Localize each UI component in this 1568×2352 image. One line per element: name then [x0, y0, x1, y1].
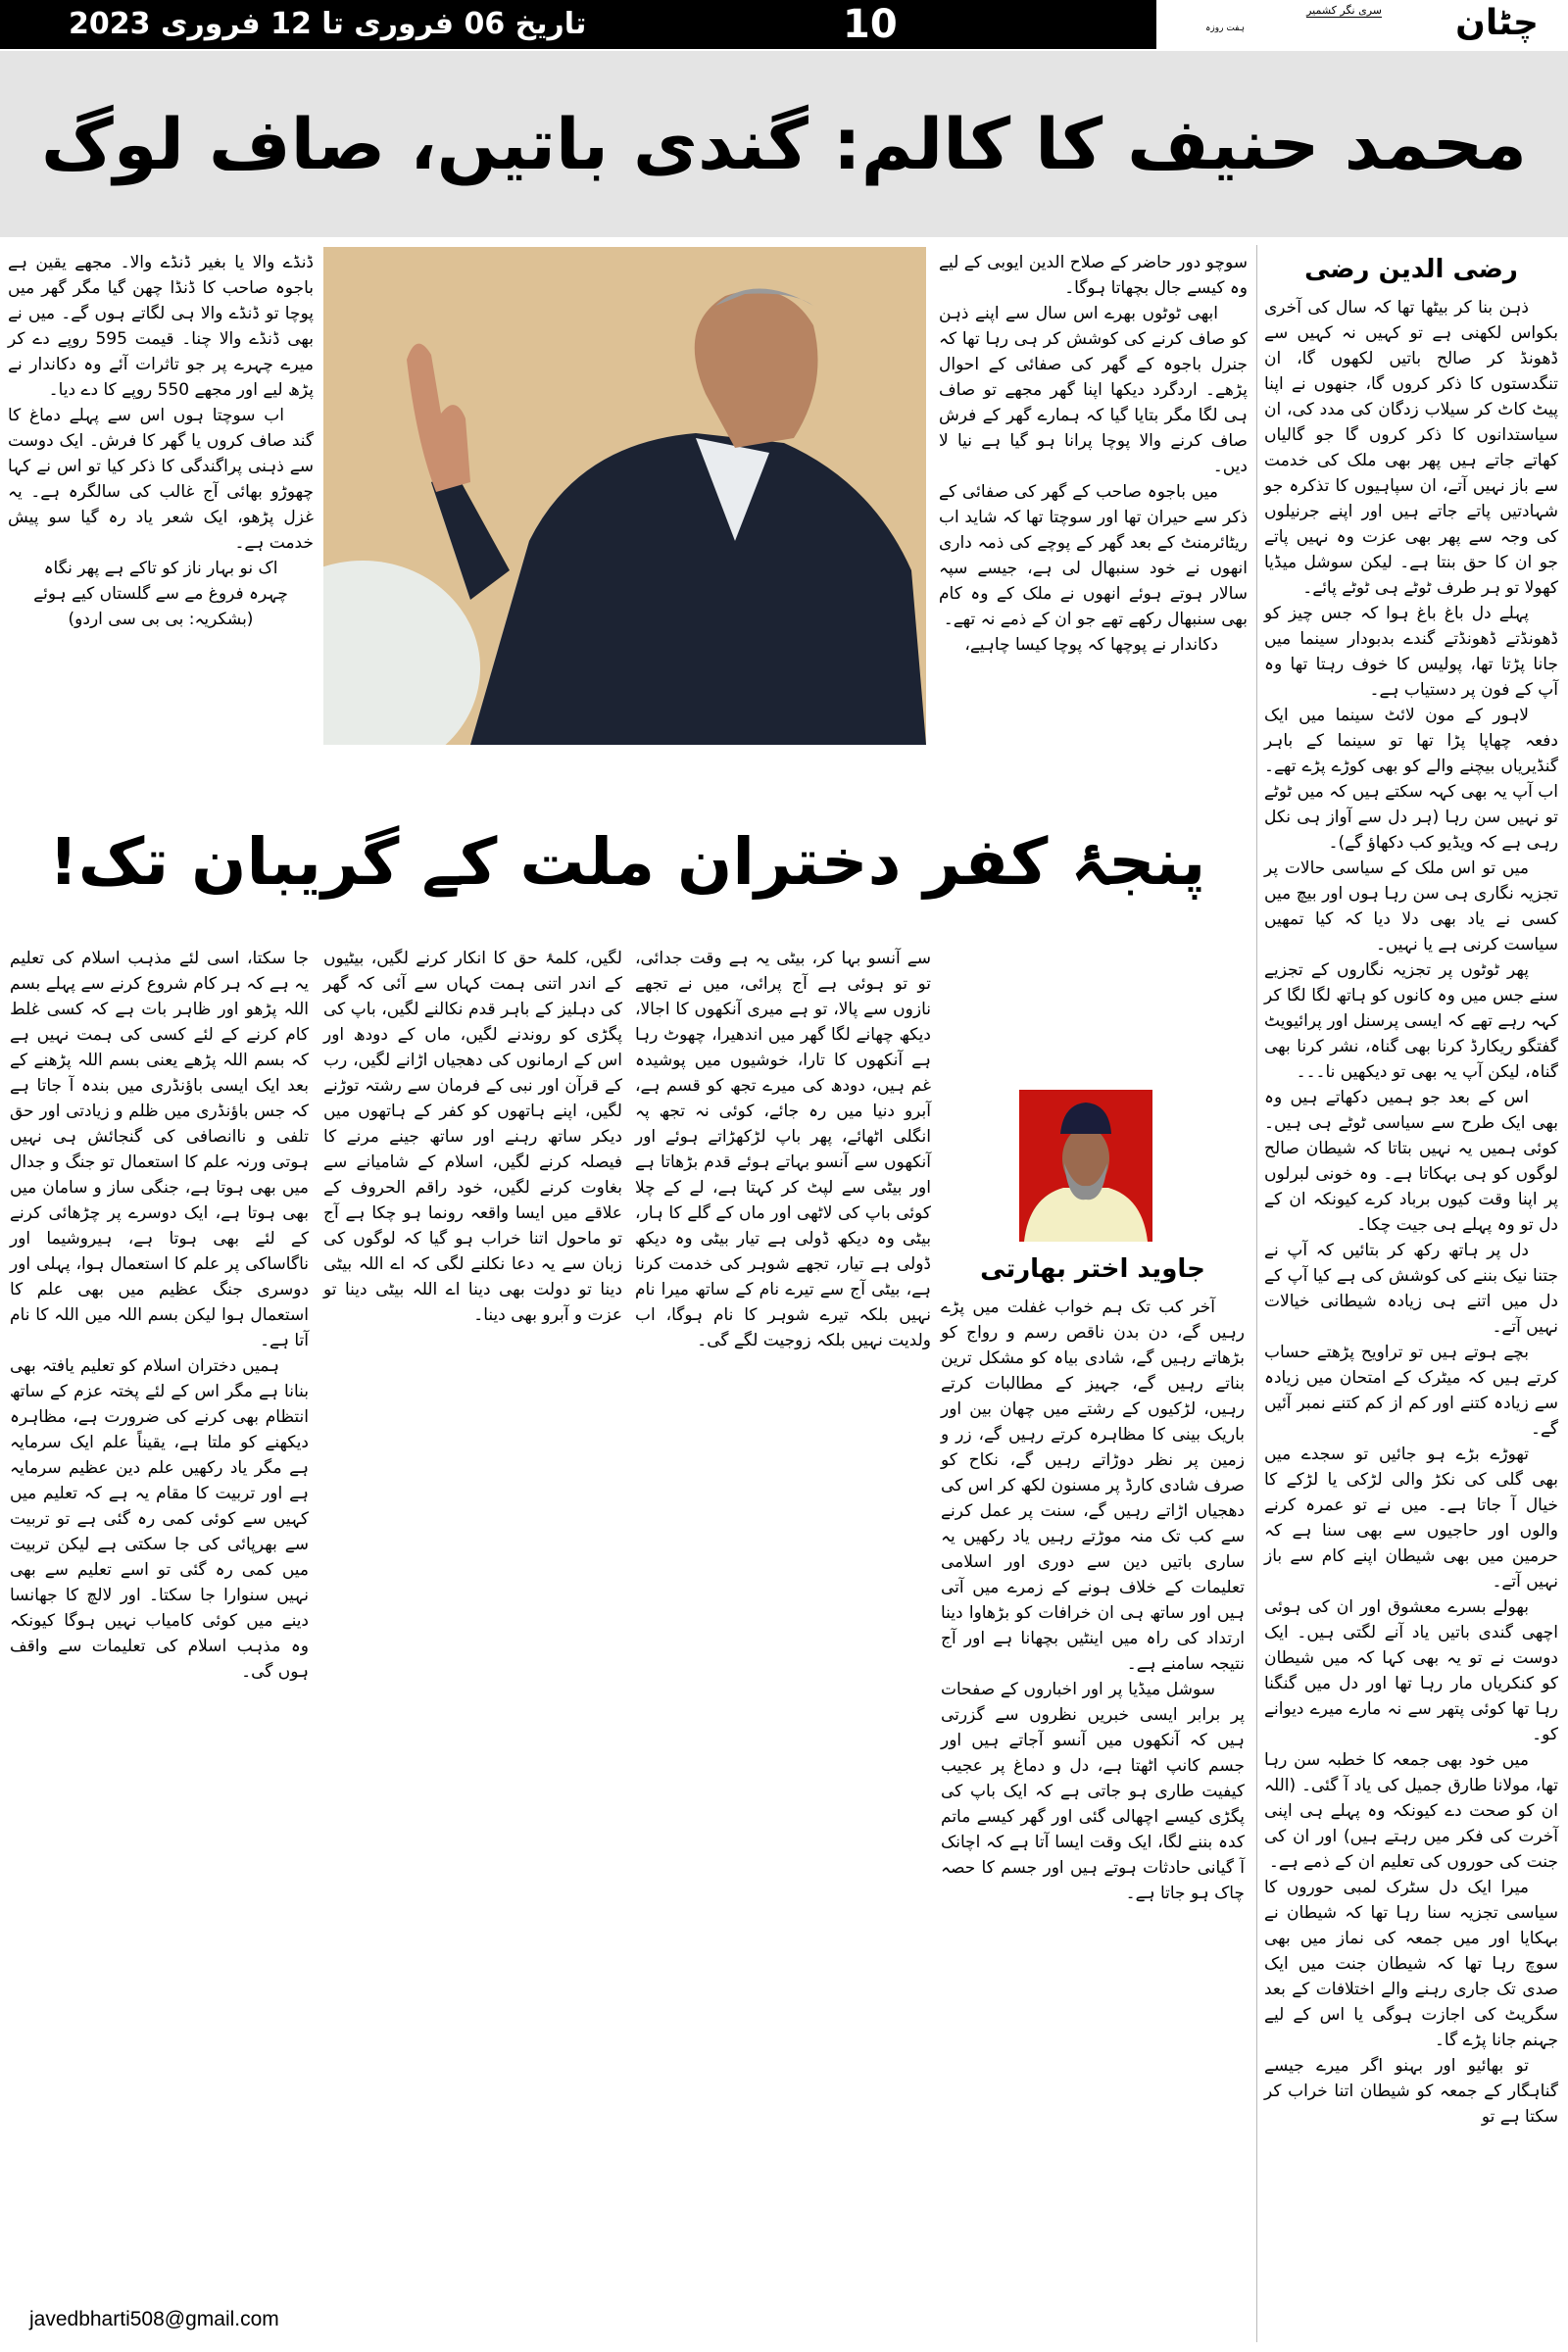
paragraph: اب سوچتا ہوں اس سے پہلے دماغ کا گند صاف کروں یا گھر کا فرش۔ ایک دوست سے ذہنی پراگندگی کا ذکر کیا تو اس نے کہا چھوڑو بھائی آج غالب کی سالگرہ ہے۔ یہ غزل پڑھو، ایک شعر یاد رہ گیا سو پیش خدمت ہے۔ — [8, 406, 314, 553]
column-divider — [1256, 245, 1257, 2342]
paragraph: سوچو دور حاضر کے صلاح الدین ایوبی کے لیے وہ کیسے جال بچھاتا ہوگا۔ — [939, 253, 1248, 298]
paragraph: بھولے بسرے معشوق اور ان کی ہوئی اچھی گندی باتیں یاد آنے لگتی ہیں۔ ایک دوست نے تو یہ بھی کہا کہ میں شیطان کو کنکریاں مار رہا تھا اور دل میں گنگنا رہا تھا کوئی پتھر سے نہ مارے میرے دیوانے کو۔ — [1264, 1597, 1558, 1744]
source-credit: (بشکریہ: بی بی سی اردو) — [68, 610, 254, 629]
poem-line: اک نو بہار ناز کو تاکے ہے پھر نگاہ — [43, 559, 278, 578]
paragraph: ذہن بنا کر بیٹھا تھا کہ سال کی آخری بکواس لکھنی ہے تو کہیں نہ کہیں سے ڈھونڈ کر صالح باتیں لکھوں گا، ان تنگدستوں کا ذکر کروں گا، جنھوں نے اپنا پیٹ کاٹ کر سیلاب زدگان کی مدد کی، ان سیاستدانوں کا ذکر کروں گا جو گالیاں کھاتے جاتے ہیں پھر بھی ملک کی خدمت سے باز نہیں آتے، ان سپاہیوں کا تذکرہ جو شہادتیں پاتے جاتے ہیں اور اپنے جرنیلوں کی وجہ سے پھر بھی عزت وہ نہیں پاتے جو ان کا حق بنتا ہے۔ لیکن سوشل میڈیا کھولا تو ہر طرف ٹوٹے ہی ٹوٹے پائے۔ — [1264, 298, 1558, 598]
paragraph: بچے ہوتے ہیں تو تراویح پڑھتے حساب کرتے ہیں کہ میٹرک کے امتحان میں زیادہ سے زیادہ کتنے اور کم از کم کتنے نمبر آئیں گے۔ — [1264, 1343, 1558, 1439]
logo-weekly: ہفت روزہ — [1205, 24, 1245, 33]
masthead-bar — [0, 0, 1568, 49]
paragraph: اس کے بعد جو ہمیں دکھاتے ہیں وہ بھی ایک طرح سے سیاسی ٹوٹے ہی ہیں۔ کوئی ہمیں یہ نہیں بتاتا کہ شیطان صالح لوگوں کو ہی بہکاتا ہے۔ وہ خونی لبرلوں پر اپنا وقت کیوں برباد کرے کیونکہ ان کے دل تو وہ پہلے ہی جیت چکا۔ — [1264, 1088, 1558, 1235]
article2-headline: پنجۂ کفر دختران ملت کے گریبان تک! — [48, 824, 1206, 900]
article1-headline: محمد حنیف کا کالم: گندی باتیں، صاف لوگ — [41, 103, 1527, 185]
paragraph: سے آنسو بہا کر، بیٹی یہ ہے وقت جدائی، تو تو ہوئی ہے آج پرائی، میں نے تجھے نازوں سے پالا، تو ہے میری آنکھوں کا اجالا، دیکھ چھانے لگا گھر میں اندھیرا، چھوٹ رہا ہے آنکھوں کا تارا، خوشیوں میں پوشیدہ غم ہیں، دودھ کی میرے تجھ کو قسم ہے، آبرو دنیا میں رہ جائے، کوئی نہ تجھ پہ انگلی اٹھائے، پھر باپ لڑکھڑاتے ہوئے اور آنکھوں سے آنسو بہاتے ہوئے قدم بڑھاتا ہے اور بیٹی سے لپٹ کر کہتا ہے، لے کے چلا کوئی باپ کی لاٹھی اور ماں کے گلے کا ہار، بیٹی وہ دیکھ ڈولی ہے تیار بیٹی وہ دیکھ ڈولی ہے تیار، تجھے شوہر کی خدمت کرنا ہے، بیٹی آج سے تیرے نام کے ساتھ میرا نام نہیں بلکہ تیرے شوہر کا نام ہوگا، اب ولدیت نہیں بلکہ زوجیت لگے گی۔ — [635, 949, 931, 1350]
page-number: 10 — [843, 2, 898, 47]
article2-column-2 — [635, 946, 931, 1353]
paragraph: لگیں، کلمۂ حق کا انکار کرنے لگیں، بیٹیوں کے اندر اتنی ہمت کہاں سے آئی کہ گھر کی دہلیز کے باہر قدم نکالنے لگیں، باپ کی پگڑی کو روندنے لگیں، ماں کے دودھ اور اس کے ارمانوں کی دھجیاں اڑانے لگیں، رب کے قرآن اور نبی کے فرمان سے رشتہ توڑنے لگیں، اپنے ہاتھوں کو کفر کے ہاتھوں میں دیکر ساتھ رہنے اور ساتھ جینے مرنے کا فیصلہ کرنے لگیں، اسلام کے شامیانے سے بغاوت کرنے لگیں، خود راقم الحروف کے علاقے میں ایسا واقعہ رونما ہو چکا ہے آج تو ماحول اتنا خراب ہو گیا کہ لوگوں کی زبان سے یہ دعا نکلنے لگی کہ اے اللہ بیٹی دینا تو دولت بھی دینا اے اللہ بیٹی دینا تو عزت و آبرو بھی دینا۔ — [323, 949, 622, 1325]
paragraph: پھر ٹوٹوں پر تجزیہ نگاروں کے تجزیے سنے جس میں وہ کانوں کو ہاتھ لگا لگا کر کہہ رہے تھے کہ ایسی پرسنل اور پرائیویٹ گفتگو ریکارڈ کرنا بھی گناہ، نشر کرنا بھی گناہ، لیکن آپ یہ بھی تو دیکھیں نا۔۔۔ — [1264, 960, 1558, 1082]
paragraph: میں باجوہ صاحب کے گھر کی صفائی کے ذکر سے حیران تھا اور سوچتا تھا کہ شاید اب ریٹائرمنٹ کے بعد گھر کے پوچے کی ذمہ داری انھوں نے خود سنبھال لی ہے، جیسے سپہ سالار ہوتے ہوئے انھوں نے ملک کے وہ کام بھی سنبھال رکھے تھے جو ان کے ذمے نہ تھے۔ — [939, 482, 1248, 629]
author-portrait — [1019, 1090, 1152, 1242]
article1-author: رضی الدین رضی — [1304, 255, 1518, 284]
article1-left-column — [8, 250, 314, 632]
paragraph: میں تو اس ملک کے سیاسی حالات پر تجزیہ نگاری ہی سن رہا ہوں اور بیچ میں کسی نے یاد بھی دلا دیا کہ کیا تمھیں سیاست کرنی ہے یا نہیں۔ — [1264, 858, 1558, 955]
waving-general-photo — [323, 247, 926, 745]
paragraph: میں خود بھی جمعہ کا خطبہ سن رہا تھا، مولانا طارق جمیل کی یاد آ گئی۔ (اللہ ان کو صحت دے کیونکہ وہ پہلے ہی اپنی آخرت کی فکر میں رہتے ہیں) اور ان کی جنت کی حوروں کی تعلیم ان کے ذمے ہے۔ — [1264, 1750, 1558, 1872]
author-photo — [1019, 1090, 1152, 1242]
paragraph: تھوڑے بڑے ہو جائیں تو سجدے میں بھی گلی کی نکڑ والی لڑکی یا لڑکے کا خیال آ جاتا ہے۔ میں نے تو عمرہ کرنے والوں اور حاجیوں سے بھی سنا ہے کہ حرمین میں بھی شیطان اپنے کام سے باز نہیں آتے۔ — [1264, 1445, 1558, 1592]
paragraph: جا سکتا، اسی لئے مذہب اسلام کی تعلیم یہ ہے کہ ہر کام شروع کرنے سے پہلے بسم اللہ پڑھو اور ظاہر بات ہے کہ کسی غلط کام کرنے کے لئے کسی کی ہمت نہیں ہے کہ بسم اللہ پڑھے یعنی بسم اللہ پڑھنے کے بعد ایک ایسی باؤنڈری میں بندہ آ جاتا ہے کہ جس باؤنڈری میں ظلم و زیادتی اور حق تلفی و ناانصافی کی گنجائش ہی نہیں ہوتی ورنہ علم کا استعمال تو جنگ و جدال میں بھی ہوتا ہے، جنگی ساز و سامان میں بھی ہوتا ہے، ایک دوسرے پر چڑھائی کرنے کے لئے بھی ہوتا ہے، ہیروشیما اور ناگاساکی پر علم کا استعمال ہوا، پہلی اور دوسری جنگ عظیم میں بھی علم کا استعمال ہوا لیکن بسم اللہ میں اللہ کا نام آتا ہے۔ — [10, 949, 309, 1350]
paragraph: ابھی ٹوٹوں بھرے اس سال سے اپنے ذہن کو صاف کرنے کی کوشش کر ہی رہا تھا کہ جنرل باجوہ کے گھر کی صفائی کے احوال پڑھے۔ اردگرد دیکھا اپنا گھر مجھے تو صاف ہی لگا مگر بتایا گیا کہ ہمارے گھر کے فرش صاف کرنے والا پوچا پرانا ہو گیا ہے نیا لا دیں۔ — [939, 304, 1248, 476]
paragraph: پہلے دل باغ باغ ہوا کہ جس چیز کو ڈھونڈتے ڈھونڈتے گندے بدبودار سینما میں جانا پڑتا تھا، پولیس کا خوف رہتا تھا وہ آپ کے فون پر دستیاب ہے۔ — [1264, 604, 1558, 700]
paragraph: میرا ایک دل سٹرک لمبی حوروں کا سیاسی تجزیہ سنا رہا تھا کہ شیطان نے بہکایا اور میں جمعہ کی نماز میں بھی سوچ رہا تھا کہ شیطان جنت میں ایک صدی تک جاری رہنے والے اختلافات کے بعد سگریٹ کی اجازت ہوگی یا اس کے لیے جہنم جانا پڑے گا۔ — [1264, 1878, 1558, 2050]
paragraph: لاہور کے مون لائٹ سینما میں ایک دفعہ چھاپا پڑا تھا تو سینما کے باہر گنڈیریاں بیچنے والے کو بھی کوڑے پڑے تھے۔ اب آپ یہ بھی کہہ سکتے ہیں کہ میں ٹوٹے تو نہیں سن رہا (ہر دل سے آواز ہی نکل رہی ہے کہ ویڈیو کب دکھاؤ گے)۔ — [1264, 706, 1558, 853]
author-email[interactable]: javedbharti508@gmail.com — [29, 2308, 279, 2330]
article2-column-3 — [323, 946, 622, 1328]
paragraph: آخر کب تک ہم خواب غفلت میں پڑے رہیں گے، دن بدن ناقص رسم و رواج کو بڑھاتے رہیں گے، شادی بیاہ کو مشکل ترین بناتے رہیں گے، جہیز کے مطالبات کرتے رہیں، لڑکیوں کے رشتے میں چھان بین اور باریک بینی کا مظاہرہ کرتے رہیں گے، زر و زمین پر نظر دوڑاتے رہیں گے، نکاح کو صرف شادی کارڈ پر مسنون لکھ کر اس کی دھجیاں اڑاتے رہیں گے، سنت پر عمل کرنے سے کب تک منہ موڑتے رہیں یاد رکھیں یہ ساری باتیں دین سے دوری اور اسلامی تعلیمات کے خلاف ہونے کے زمرے میں آتی ہیں اور ساتھ ہی ان خرافات کو بڑھاوا دینا ارتداد کی راہ میں اینٹیں بچھانا ہے اور آج نتیجہ سامنے ہے۔ — [941, 1298, 1245, 1674]
paragraph: ہمیں دختران اسلام کو تعلیم یافتہ بھی بنانا ہے مگر اس کے لئے پختہ عزم کے ساتھ انتظام بھی کرنے کی ضرورت ہے، مظاہرہ دیکھنے کو ملتا ہے، یقیناً علم ایک سرمایہ ہے مگر یاد رکھیں علم دین عظیم سرمایہ ہے اور تربیت کا مقام یہ ہے کہ تعلیم میں کہیں سے کوئی کمی رہ گئی ہے تو تربیت سے بھرپائی کی جا سکتی ہے لیکن تربیت میں کمی رہ گئی تو اسے تعلیم سے بھی نہیں سنوارا جا سکتا۔ اور لالچ کا جھانسا دینے میں کوئی کامیاب نہیں ہوگا کیونکہ وہ مذہب اسلام کی تعلیمات سے واقف ہوں گی۔ — [10, 1356, 309, 1682]
article1-middle-column — [939, 250, 1248, 658]
paragraph: دل پر ہاتھ رکھ کر بتائیں کہ آپ نے جتنا نیک بننے کی کوشش کی ہے کیا آپ کے دل میں اتنے ہی زیادہ شیطانی خیالات نہیں آتے۔ — [1264, 1241, 1558, 1337]
logo-text: چٹان — [1455, 3, 1539, 43]
article1-photo — [323, 247, 926, 745]
newspaper-logo — [1156, 0, 1568, 49]
paragraph: تو بھائیو اور بہنو اگر میرے جیسے گناہگار کے جمعہ کو شیطان اتنا خراب کر سکتا ہے تو — [1264, 2056, 1558, 2127]
article2-column-4 — [10, 946, 309, 1685]
issue-date: تاریخ 06 فروری تا 12 فروری 2023 — [69, 7, 587, 41]
poem-line: چہرہ فروغ مے سے گلستاں کیے ہوئے — [33, 584, 288, 604]
paragraph: دکاندار نے پوچھا کہ پوچا کیسا چاہیے، — [964, 635, 1218, 655]
paragraph: ڈنڈے والا یا بغیر ڈنڈے والا۔ مجھے یقین ہے باجوہ صاحب کا ڈنڈا چھن گیا مگر گھر میں پوچا تو ڈنڈے والا ہی لگاتے ہوں گے۔ میں نے بھی ڈنڈے والا چنا۔ قیمت 595 روپے دے کر میرے چہرے پر جو تاثرات آئے وہ دکاندار نے پڑھ لیے اور مجھے 550 روپے کا دے دیا۔ — [8, 253, 314, 400]
article1-right-column — [1264, 250, 1558, 2130]
logo-subtitle: سری نگر کشمیر — [1306, 4, 1382, 17]
article2-author: جاوید اختر بھارتی — [980, 1254, 1205, 1284]
paragraph: سوشل میڈیا پر اور اخباروں کے صفحات پر برابر ایسی خبریں نظروں سے گزرتی ہیں کہ آنکھوں میں آنسو آجاتے ہیں اور جسم کانپ اٹھتا ہے، دل و دماغ پر عجیب کیفیت طاری ہو جاتی ہے کہ ایک باپ کی پگڑی کیسے اچھالی گئی اور گھر کیسے ماتم کدہ بننے لگا، ایک وقت ایسا آتا ہے کہ اچانک آ گیانی حادثات ہوتے ہیں اور جسم کا حصہ چاک ہو جاتا ہے۔ — [941, 1680, 1245, 1903]
